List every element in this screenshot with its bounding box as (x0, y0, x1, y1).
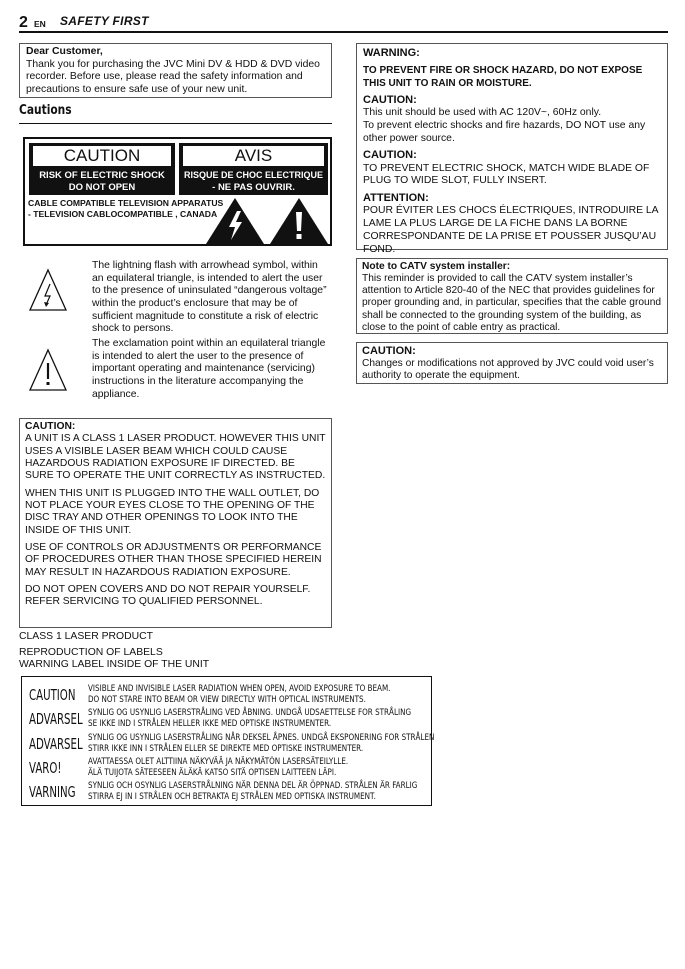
warning-text: TO PREVENT FIRE OR SHOCK HAZARD, DO NOT EXPOSE THIS UNIT TO RAIN OR MOISTURE. (363, 65, 643, 89)
laser-caution-title: CAUTION: (25, 421, 76, 432)
exclamation-explanation: The exclamation point within an equilateral triangle is intended to alert the user to the presence of important operating and maintenance (servicing) instructions in the literature accompanying the appliance. (92, 338, 326, 400)
warning-label-word: CAUTION (29, 686, 76, 704)
warning-title: WARNING: (363, 47, 420, 59)
warning-label-line2: SE IKKE IND I STRÅLEN HELLER IKKE MED OPTISKE INSTRUMENTER. (88, 718, 332, 728)
ac-tilde-icon: ~ (540, 107, 547, 119)
laser-caution-p1: A UNIT IS A CLASS 1 LASER PRODUCT. HOWEVER THIS UNIT USES A VISIBLE LASER BEAM WHICH COULD CAUSE HAZARDOUS RADIATION EXPOSURE IF DIRECTED. BE SURE TO OPERATE THE UNIT CORRECTLY AS INSTRUCTED. (25, 433, 326, 482)
caution-power-line1b: , 60Hz only. (546, 107, 602, 119)
catv-note-text: This reminder is provided to call the CATV system installer’s attention to Article 820-40 of the NEC that provides guidelines for proper grounding and, in particular, specifies that the cable ground shall be connected to the grounding system of the building, as close to the point of cable entry as practical. (362, 273, 662, 333)
caution-power-line1 (363, 107, 661, 120)
lightning-triangle-icon (28, 268, 68, 312)
warning-label-word: ADVARSEL (29, 735, 83, 753)
laser-caution-box (19, 418, 332, 628)
caution-black-block (29, 143, 175, 195)
caution-sub1: RISK OF ELECTRIC SHOCK (39, 170, 165, 181)
modification-caution-text: Changes or modifications not approved by JVC could void user’s authority to operate the equipment. (362, 358, 654, 382)
exclamation-triangle-icon (28, 348, 68, 392)
warning-label-line1: SYNLIG OG USYNLIG LASERSTRÅLING NÅR DEKSEL ÅPNES. UNDGÅ EKSPONERING FOR STRÅLEN (88, 732, 435, 742)
warning-label-inside-text: WARNING LABEL INSIDE OF THE UNIT (19, 659, 210, 670)
attention-title: ATTENTION: (363, 192, 429, 205)
warning-label-word: VARNING (29, 783, 76, 801)
caution-power-line2: To prevent electric shocks and fire hazards, DO NOT use any other power source. (363, 119, 646, 144)
avis-word: AVIS (183, 146, 324, 166)
warning-label-line1: SYNLIG OCH OSYNLIG LASERSTRÅLNING NÄR DENNA DEL ÄR ÖPPNAD. STRÅLEN ÄR FARLIG (88, 780, 418, 790)
dear-customer-text: Thank you for purchasing the JVC Mini DV & HDD & DVD video recorder. Before use, please read the safety information and precautions to ensure safe use of your new unit. (26, 58, 320, 96)
dear-customer-box (19, 43, 332, 98)
warning-label-word: VARO! (29, 759, 62, 777)
avis-sub2: - NE PAS OUVRIR. (212, 182, 295, 193)
warning-label-line1: SYNLIG OG USYNLIG LASERSTRÅLING VED ÅBNING. UNDGÅ UDSAETTELSE FOR STRÅLING (88, 707, 412, 717)
caution-plug-text: TO PREVENT ELECTRIC SHOCK, MATCH WIDE BLADE OF PLUG TO WIDE SLOT, FULLY INSERT. (363, 162, 650, 187)
cable-text-1: CABLE COMPATIBLE TELEVISION APPARATUS (28, 198, 224, 208)
dear-customer-title: Dear Customer, (26, 46, 103, 57)
caution-power-title: CAUTION: (363, 93, 417, 106)
cautions-heading: Cautions (19, 103, 72, 118)
caution-word: CAUTION (33, 146, 171, 166)
exclamation-warning-icon (269, 197, 329, 245)
caution-plug-title: CAUTION: (363, 149, 417, 162)
warning-label-word: ADVARSEL (29, 710, 83, 728)
lightning-explanation: The lightning flash with arrowhead symbol, within an equilateral triangle, is intended to alert the user to the presence of uninsulated “dangerous voltage” within the product’s enclosure that may be of sufficient magnitude to constitute a risk of electric shock to persons. (92, 260, 327, 335)
modification-caution-box (356, 342, 668, 384)
warning-label-line2: ÄLÄ TUIJOTA SÄTEESEEN ÄLÄKÄ KATSO SITÄ OPTISEN LAITTEEN LÄPI. (88, 767, 337, 777)
caution-sub2: DO NOT OPEN (68, 182, 136, 193)
cautions-rule (19, 123, 332, 124)
attention-text: POUR ÉVITER LES CHOCS ÉLECTRIQUES, INTRODUIRE LA LAME LA PLUS LARGE DE LA FICHE DANS LA BORNE CORRESPONDANTE DE LA PRISE ET POUSSER JUSQU’AU FOND. (363, 205, 659, 255)
warning-box (356, 43, 668, 255)
reproduction-text: REPRODUCTION OF LABELS (19, 647, 163, 658)
warning-label-line2: DO NOT STARE INTO BEAM OR VIEW DIRECTLY WITH OPTICAL INSTRUMENTS. (88, 694, 366, 704)
cable-text-2: - TELEVISION CABLOCOMPATIBLE , CANADA (28, 209, 218, 219)
laser-caution-p2: WHEN THIS UNIT IS PLUGGED INTO THE WALL OUTLET, DO NOT PLACE YOUR EYES CLOSE TO THE OPENING OF THE DISC TRAY AND OTHER OPENINGS TO LOOK INTO THE INSIDE OF THIS UNIT. (25, 487, 320, 536)
warning-label-line1: AVATTAESSA OLET ALTTIINA NÄKYVÄÄ JA NÄKYMÄTÖN LASERSÄTEILYLLE. (88, 756, 349, 766)
caution-power-line1a: This unit should be used with AC 120V (363, 107, 541, 119)
section-title: SAFETY FIRST (60, 14, 149, 28)
warning-label-line2: STIRR IKKE INN I STRÅLEN ELLER SE DIREKTE MED OPTISKE INSTRUMENTER. (88, 743, 364, 753)
page-number: 2 (19, 14, 28, 31)
avis-black-block (179, 143, 328, 195)
avis-sub1: RISQUE DE CHOC ELECTRIQUE (183, 170, 323, 180)
catv-note-box (356, 258, 668, 334)
catv-note-title: Note to CATV system installer: (362, 261, 511, 272)
laser-caution-p3: USE OF CONTROLS OR ADJUSTMENTS OR PERFORMANCE OF PROCEDURES OTHER THAN THOSE SPECIFIED HEREIN MAY RESULT IN HAZARDOUS RADIATION EXPOSURE. (25, 542, 322, 578)
warning-label-line1: VISIBLE AND INVISIBLE LASER RADIATION WHEN OPEN, AVOID EXPOSURE TO BEAM. (88, 683, 391, 693)
modification-caution-title: CAUTION: (362, 345, 416, 357)
language-code: EN (34, 19, 46, 29)
header-rule (19, 31, 668, 33)
warning-label-line2: STIRRA EJ IN I STRÅLEN OCH BETRAKTA EJ STRÅLEN MED OPTISKA INSTRUMENT. (88, 791, 376, 801)
warning-label-reproduction (21, 676, 435, 806)
caution-label (23, 137, 332, 246)
laser-caution-p4: DO NOT OPEN COVERS AND DO NOT REPAIR YOURSELF. REFER SERVICING TO QUALIFIED PERSONNEL. (25, 584, 311, 608)
lightning-warning-icon (205, 197, 265, 245)
class1-text: CLASS 1 LASER PRODUCT (19, 631, 153, 642)
